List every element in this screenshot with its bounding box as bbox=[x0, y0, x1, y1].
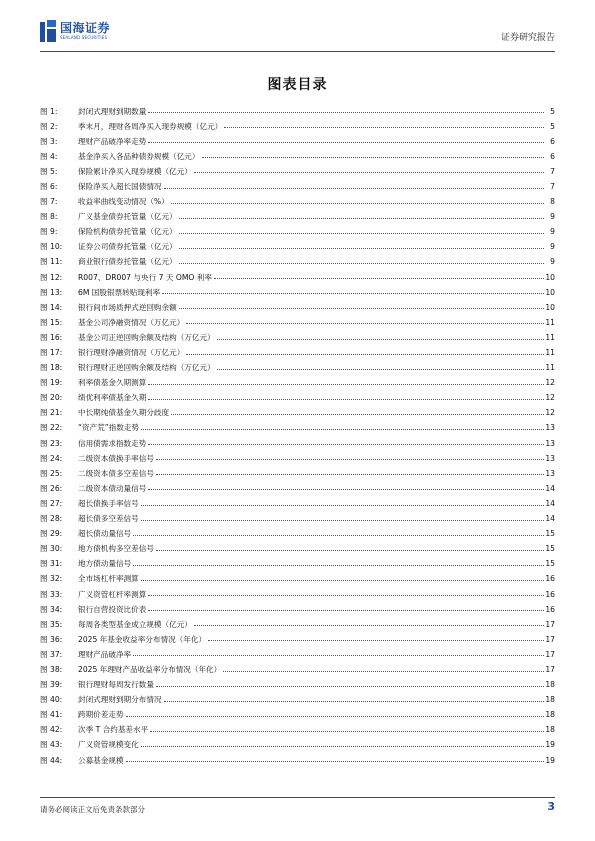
toc-entry[interactable] bbox=[40, 145, 555, 160]
toc-figure-title: 广义资管规模变化 bbox=[78, 740, 139, 750]
toc-figure-number: 图 38: bbox=[40, 664, 63, 674]
toc-page-number: 13 bbox=[545, 468, 555, 478]
toc-figure-title: 银行理财每周发行数量 bbox=[78, 680, 154, 690]
toc-figure-title: 基金公司正逆回购余额及结构（万亿元） bbox=[78, 332, 215, 342]
toc-figure-title: 跨期价差走势 bbox=[78, 710, 124, 720]
toc-figure-title: “资产荒”指数走势 bbox=[78, 423, 140, 433]
toc-page-number: 11 bbox=[545, 348, 555, 357]
table-of-figures bbox=[40, 100, 555, 764]
toc-page-number: 16 bbox=[545, 574, 555, 584]
toc-figure-number: 图 13: bbox=[40, 287, 63, 297]
toc-entry[interactable] bbox=[40, 749, 555, 764]
toc-page-number: 11 bbox=[545, 317, 555, 327]
toc-dot-leader bbox=[162, 293, 544, 294]
toc-figure-number: 图 23: bbox=[40, 438, 63, 448]
toc-figure-number: 图 44: bbox=[40, 755, 63, 765]
toc-entry[interactable] bbox=[40, 251, 555, 266]
toc-figure-title: 基金净买入各品种债券规模（亿元） bbox=[78, 151, 200, 161]
toc-figure-title: 全市场杠杆率测算 bbox=[78, 574, 139, 584]
toc-figure-title: 证券公司债券托管量（亿元） bbox=[78, 242, 177, 252]
toc-figure-number: 图 4: bbox=[40, 151, 58, 161]
toc-page-number: 7 bbox=[550, 166, 555, 176]
toc-page-number: 10 bbox=[545, 302, 555, 312]
toc-entry[interactable] bbox=[40, 402, 555, 417]
toc-dot-leader bbox=[133, 655, 544, 656]
toc-entry[interactable] bbox=[40, 658, 555, 673]
toc-dot-leader bbox=[179, 218, 544, 219]
toc-entry[interactable] bbox=[40, 432, 555, 447]
toc-figure-title: 封闭式理财到期分布情况 bbox=[78, 695, 162, 705]
toc-figure-title: 公募基金规模 bbox=[78, 755, 124, 765]
toc-entry[interactable] bbox=[40, 598, 555, 613]
toc-figure-number: 图 11: bbox=[40, 257, 63, 267]
toc-figure-title: 2025 年理财产品收益率分布情况（年化） bbox=[78, 664, 222, 674]
report-type-label: 证券研究报告 bbox=[500, 33, 555, 43]
toc-entry[interactable] bbox=[40, 477, 555, 492]
toc-entry[interactable] bbox=[40, 538, 555, 553]
logo-name-cn: 国海证券 bbox=[60, 21, 111, 35]
toc-dot-leader bbox=[148, 112, 544, 113]
toc-dot-leader bbox=[208, 640, 544, 641]
toc-figure-number: 图 8: bbox=[40, 212, 58, 222]
toc-entry[interactable] bbox=[40, 342, 555, 357]
toc-figure-title: R007、DR007 与央行 7 天 OMO 利率 bbox=[78, 272, 212, 282]
toc-figure-title: 保险净买入超长国债情况 bbox=[78, 181, 162, 191]
toc-page-number: 15 bbox=[545, 559, 555, 569]
company-logo bbox=[40, 20, 110, 42]
toc-dot-leader bbox=[164, 701, 544, 702]
toc-page-number: 12 bbox=[545, 393, 555, 403]
toc-figure-title: 次季 T 合约基差水平 bbox=[78, 725, 149, 735]
toc-entry[interactable] bbox=[40, 311, 555, 326]
toc-dot-leader bbox=[164, 188, 544, 189]
toc-page-number: 6 bbox=[550, 136, 555, 146]
toc-figure-number: 图 34: bbox=[40, 604, 63, 614]
toc-page-number: 17 bbox=[545, 634, 555, 644]
page-number: 3 bbox=[547, 800, 555, 813]
toc-page-number: 15 bbox=[545, 544, 555, 554]
toc-dot-leader bbox=[202, 157, 545, 158]
toc-figure-title: 商业银行债券托管量（亿元） bbox=[78, 257, 177, 267]
toc-figure-number: 图 7: bbox=[40, 197, 58, 207]
toc-figure-number: 图 36: bbox=[40, 634, 63, 644]
page-header bbox=[40, 18, 555, 48]
toc-figure-number: 图 30: bbox=[40, 544, 63, 554]
toc-entry[interactable] bbox=[40, 734, 555, 749]
toc-figure-title: 中长期纯债基金久期分歧度 bbox=[78, 408, 170, 418]
toc-page-number: 14 bbox=[545, 498, 555, 508]
toc-figure-title: 季末月，理财各周净买入现券规模（亿元） bbox=[78, 121, 223, 131]
toc-page-number: 10 bbox=[545, 287, 555, 297]
toc-figure-title: 超长债换手率信号 bbox=[78, 498, 139, 508]
toc-figure-title: 收益率曲线变动情况（%） bbox=[78, 197, 169, 207]
toc-entry[interactable] bbox=[40, 719, 555, 734]
toc-dot-leader bbox=[141, 505, 544, 506]
toc-figure-number: 图 29: bbox=[40, 529, 63, 539]
toc-page-number: 5 bbox=[550, 121, 555, 131]
toc-figure-title: 二级资本债多空差信号 bbox=[78, 468, 154, 478]
toc-entry[interactable] bbox=[40, 236, 555, 251]
toc-figure-number: 图 5: bbox=[40, 166, 58, 176]
toc-figure-number: 图 20: bbox=[40, 393, 63, 403]
toc-entry[interactable] bbox=[40, 160, 555, 175]
toc-page-number: 18 bbox=[545, 710, 555, 720]
toc-page-number: 5 bbox=[550, 106, 555, 116]
toc-dot-leader bbox=[141, 429, 544, 430]
disclaimer-note: 请务必阅读正文后免责条款部分 bbox=[40, 805, 145, 814]
toc-entry[interactable] bbox=[40, 296, 555, 311]
toc-figure-number: 图 39: bbox=[40, 680, 63, 690]
toc-dot-leader bbox=[171, 414, 544, 415]
toc-entry[interactable] bbox=[40, 100, 555, 115]
toc-figure-title: 2025 年基金收益率分布情况（年化） bbox=[78, 634, 207, 644]
toc-entry[interactable] bbox=[40, 583, 555, 598]
toc-figure-number: 图 1: bbox=[40, 106, 58, 116]
toc-dot-leader bbox=[186, 323, 544, 324]
toc-figure-title: 绩优利率债基金久期 bbox=[78, 393, 147, 403]
toc-figure-title: 保险累计净买入现券规模（亿元） bbox=[78, 166, 192, 176]
toc-entry[interactable] bbox=[40, 326, 555, 341]
toc-dot-leader bbox=[126, 761, 544, 762]
toc-figure-number: 图 17: bbox=[40, 348, 63, 357]
toc-figure-number: 图 24: bbox=[40, 453, 63, 463]
toc-dot-leader bbox=[194, 172, 544, 173]
toc-dot-leader bbox=[156, 459, 544, 460]
toc-page-number: 11 bbox=[545, 363, 555, 373]
toc-figure-number: 图 42: bbox=[40, 725, 63, 735]
toc-dot-leader bbox=[148, 142, 544, 143]
toc-figure-number: 图 9: bbox=[40, 227, 58, 237]
toc-dot-leader bbox=[141, 520, 544, 521]
toc-figure-number: 图 22: bbox=[40, 423, 63, 433]
toc-entry[interactable] bbox=[40, 372, 555, 387]
toc-entry[interactable] bbox=[40, 508, 555, 523]
toc-page-number: 13 bbox=[545, 453, 555, 463]
toc-dot-leader bbox=[148, 489, 544, 490]
toc-dot-leader bbox=[148, 399, 544, 400]
toc-entry[interactable] bbox=[40, 387, 555, 402]
toc-figure-title: 6M 国股银票转贴现利率 bbox=[78, 287, 161, 297]
toc-entry[interactable] bbox=[40, 281, 555, 296]
toc-figure-number: 图 43: bbox=[40, 740, 63, 750]
toc-entry[interactable] bbox=[40, 628, 555, 643]
toc-entry[interactable] bbox=[40, 417, 555, 432]
toc-figure-number: 图 6: bbox=[40, 181, 58, 191]
toc-figure-title: 银行理财正逆回购余额及结构（万亿元） bbox=[78, 363, 215, 373]
toc-page-number: 11 bbox=[545, 332, 555, 342]
logo-icon bbox=[40, 20, 56, 42]
toc-entry[interactable] bbox=[40, 357, 555, 372]
toc-entry[interactable] bbox=[40, 704, 555, 719]
toc-entry[interactable] bbox=[40, 266, 555, 281]
toc-figure-title: 银行间市场质押式逆回购余额 bbox=[78, 302, 177, 312]
toc-page-number: 13 bbox=[545, 438, 555, 448]
page-title: 图表目录 bbox=[267, 77, 328, 93]
toc-page-number: 9 bbox=[550, 212, 555, 222]
toc-figure-title: 二级资本债动量信号 bbox=[78, 483, 147, 493]
toc-dot-leader bbox=[214, 278, 544, 279]
toc-dot-leader bbox=[194, 625, 544, 626]
toc-page-number: 19 bbox=[545, 740, 555, 750]
toc-entry[interactable] bbox=[40, 447, 555, 462]
toc-page-number: 6 bbox=[550, 151, 555, 161]
toc-figure-number: 图 28: bbox=[40, 514, 63, 524]
toc-figure-number: 图 21: bbox=[40, 408, 63, 418]
logo-name-en: SEALAND SECURITIES bbox=[60, 35, 108, 40]
toc-page-number: 10 bbox=[545, 272, 555, 282]
toc-dot-leader bbox=[223, 671, 544, 672]
toc-dot-leader bbox=[179, 233, 544, 234]
toc-page-number: 19 bbox=[545, 755, 555, 765]
toc-entry[interactable] bbox=[40, 462, 555, 477]
toc-page-number: 8 bbox=[550, 197, 555, 207]
toc-page-number: 17 bbox=[545, 649, 555, 659]
toc-dot-leader bbox=[126, 716, 544, 717]
toc-figure-number: 图 41: bbox=[40, 710, 63, 720]
toc-page-number: 18 bbox=[545, 680, 555, 690]
toc-figure-title: 信用债需求指数走势 bbox=[78, 438, 147, 448]
toc-figure-number: 图 35: bbox=[40, 619, 63, 629]
toc-page-number: 9 bbox=[550, 257, 555, 267]
toc-dot-leader bbox=[148, 595, 544, 596]
footer-divider bbox=[40, 797, 555, 798]
toc-dot-leader bbox=[179, 308, 544, 309]
toc-dot-leader bbox=[133, 565, 544, 566]
toc-dot-leader bbox=[150, 731, 544, 732]
toc-entry[interactable] bbox=[40, 175, 555, 190]
toc-figure-title: 封闭式理财到期数量 bbox=[78, 106, 147, 116]
toc-page-number: 9 bbox=[550, 242, 555, 252]
toc-figure-number: 图 31: bbox=[40, 559, 63, 569]
toc-dot-leader bbox=[217, 339, 544, 340]
header-divider bbox=[40, 51, 555, 52]
toc-figure-title: 每周各类型基金成立规模（亿元） bbox=[78, 619, 192, 629]
toc-figure-number: 图 18: bbox=[40, 363, 63, 373]
toc-page-number: 13 bbox=[545, 423, 555, 433]
toc-dot-leader bbox=[148, 610, 544, 611]
toc-dot-leader bbox=[156, 474, 544, 475]
toc-page-number: 18 bbox=[545, 695, 555, 705]
toc-page-number: 12 bbox=[545, 378, 555, 388]
toc-entry[interactable] bbox=[40, 643, 555, 658]
toc-dot-leader bbox=[171, 203, 544, 204]
toc-figure-title: 地方债动量信号 bbox=[78, 559, 132, 569]
toc-page-number: 14 bbox=[545, 483, 555, 493]
toc-figure-number: 图 19: bbox=[40, 378, 63, 388]
toc-figure-title: 利率债基金久期测算 bbox=[78, 378, 147, 388]
toc-figure-title: 超长债动量信号 bbox=[78, 529, 132, 539]
toc-page-number: 7 bbox=[550, 181, 555, 191]
toc-entry[interactable] bbox=[40, 492, 555, 507]
toc-figure-number: 图 37: bbox=[40, 649, 63, 659]
toc-figure-number: 图 12: bbox=[40, 272, 63, 282]
toc-figure-title: 超长债多空差信号 bbox=[78, 514, 139, 524]
toc-entry[interactable] bbox=[40, 568, 555, 583]
toc-figure-title: 基金公司净融资情况（万亿元） bbox=[78, 317, 185, 327]
toc-figure-number: 图 14: bbox=[40, 302, 63, 312]
toc-dot-leader bbox=[141, 746, 544, 747]
toc-figure-number: 图 33: bbox=[40, 589, 63, 599]
toc-dot-leader bbox=[156, 550, 544, 551]
toc-page-number: 12 bbox=[545, 408, 555, 418]
toc-figure-title: 理财产品破净率 bbox=[78, 649, 132, 659]
toc-page-number: 18 bbox=[545, 725, 555, 735]
toc-figure-title: 保险机构债券托管量（亿元） bbox=[78, 227, 177, 237]
toc-figure-number: 图 26: bbox=[40, 483, 63, 493]
toc-dot-leader bbox=[224, 127, 544, 128]
toc-figure-number: 图 40: bbox=[40, 695, 63, 705]
toc-dot-leader bbox=[186, 354, 544, 355]
toc-dot-leader bbox=[217, 369, 544, 370]
toc-entry[interactable] bbox=[40, 191, 555, 206]
toc-dot-leader bbox=[148, 444, 544, 445]
toc-figure-number: 图 2: bbox=[40, 121, 58, 131]
toc-dot-leader bbox=[133, 535, 544, 536]
toc-entry[interactable] bbox=[40, 613, 555, 628]
toc-figure-title: 理财产品破净率走势 bbox=[78, 136, 147, 146]
toc-figure-number: 图 10: bbox=[40, 242, 63, 252]
toc-dot-leader bbox=[148, 384, 544, 385]
toc-page-number: 17 bbox=[545, 664, 555, 674]
toc-dot-leader bbox=[179, 248, 544, 249]
toc-entry[interactable] bbox=[40, 130, 555, 145]
toc-figure-number: 图 25: bbox=[40, 468, 63, 478]
toc-entry[interactable] bbox=[40, 553, 555, 568]
toc-page-number: 17 bbox=[545, 619, 555, 629]
toc-page-number: 15 bbox=[545, 529, 555, 539]
toc-entry[interactable] bbox=[40, 221, 555, 236]
toc-dot-leader bbox=[179, 263, 544, 264]
toc-figure-title: 银行理财净融资情况（万亿元） bbox=[78, 348, 185, 357]
toc-figure-title: 二级资本债换手率信号 bbox=[78, 453, 154, 463]
toc-page-number: 9 bbox=[550, 227, 555, 237]
toc-entry[interactable] bbox=[40, 206, 555, 221]
toc-figure-title: 广义基金债券托管量（亿元） bbox=[78, 212, 177, 222]
toc-page-number: 16 bbox=[545, 604, 555, 614]
toc-figure-title: 广义资管杠杆率测算 bbox=[78, 589, 147, 599]
toc-entry[interactable] bbox=[40, 689, 555, 704]
toc-figure-number: 图 32: bbox=[40, 574, 63, 584]
toc-page-number: 16 bbox=[545, 589, 555, 599]
toc-figure-number: 图 27: bbox=[40, 498, 63, 508]
toc-page-number: 14 bbox=[545, 514, 555, 524]
toc-figure-title: 银行自营投资比价表 bbox=[78, 604, 147, 614]
toc-figure-number: 图 3: bbox=[40, 136, 58, 146]
toc-entry[interactable] bbox=[40, 115, 555, 130]
toc-figure-number: 图 15: bbox=[40, 317, 63, 327]
toc-entry[interactable] bbox=[40, 674, 555, 689]
toc-dot-leader bbox=[156, 686, 544, 687]
toc-figure-number: 图 16: bbox=[40, 332, 63, 342]
toc-dot-leader bbox=[141, 580, 544, 581]
toc-figure-title: 地方债机构多空差信号 bbox=[78, 544, 154, 554]
toc-entry[interactable] bbox=[40, 523, 555, 538]
